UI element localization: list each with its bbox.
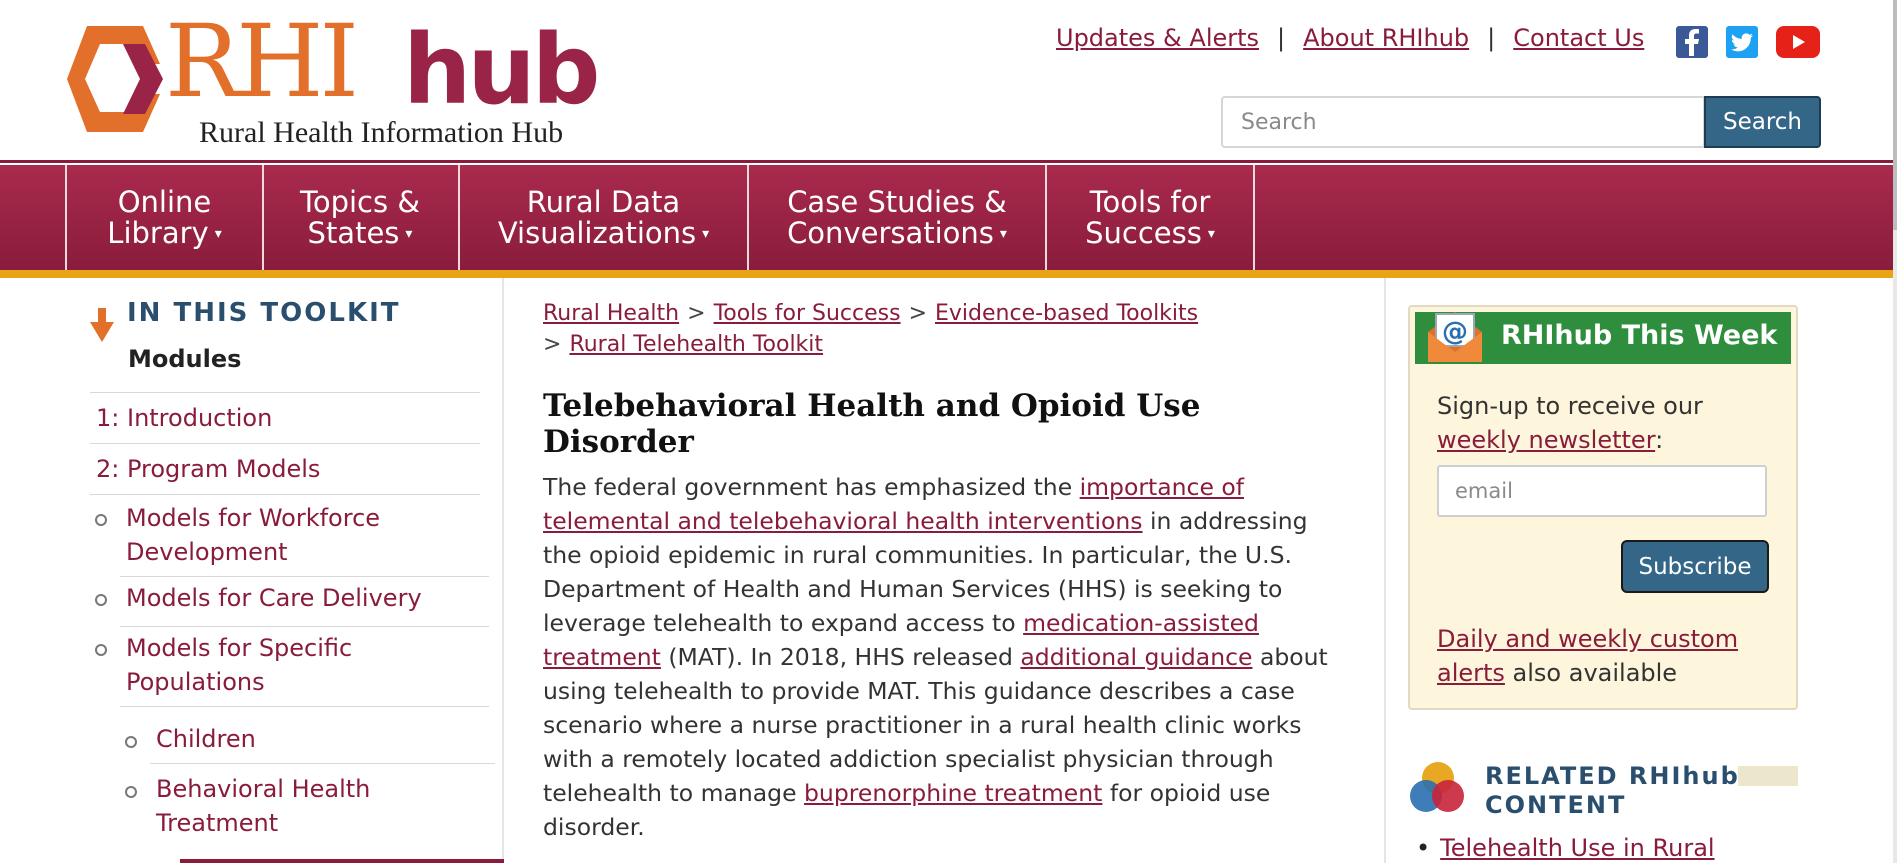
sidebar-divider <box>502 278 504 863</box>
related-content-list <box>1416 834 1715 862</box>
divider <box>90 494 480 495</box>
caret-down-icon: ▾ <box>214 226 222 243</box>
body-text: The federal government has emphasized the <box>543 473 1080 501</box>
logo-rhi-text: RHI <box>165 3 356 120</box>
breadcrumb-separator: > <box>687 301 706 326</box>
title-highlight <box>1738 766 1798 786</box>
email-input[interactable] <box>1437 465 1767 517</box>
bullet-icon <box>125 736 137 748</box>
related-content-title <box>1485 762 1740 820</box>
alerts-text: also available <box>1504 659 1678 687</box>
updates-alerts-link[interactable]: Updates & Alerts <box>1056 24 1260 52</box>
nav-label: Library <box>107 215 209 250</box>
toolkit-sub-children[interactable]: Children <box>156 725 256 753</box>
util-separator: | <box>1487 24 1496 52</box>
breadcrumb-separator: > <box>543 332 562 357</box>
related-link[interactable]: Telehealth Use in Rural <box>1440 834 1715 862</box>
custom-alerts-text <box>1437 622 1777 690</box>
nav-label: Topics & <box>300 185 420 220</box>
body-text: (MAT). In 2018, HHS released <box>660 643 1021 671</box>
nav-label: Visualizations <box>497 215 697 250</box>
arrow-down-icon <box>90 308 114 342</box>
page-scrollbar[interactable] <box>1893 0 1897 863</box>
search-input[interactable] <box>1221 96 1705 148</box>
body-text: in addressing the opioid epidemic in rural communities. In particular, the U.S. Department of Health and Human Services (HHS) is seeking to leverage telehealth to expand access to <box>543 507 1308 637</box>
nav-rural-data[interactable] <box>460 165 749 270</box>
breadcrumb-rural-health[interactable]: Rural Health <box>543 301 680 326</box>
nav-label: States <box>307 215 400 250</box>
youtube-icon[interactable] <box>1776 26 1820 58</box>
body-text: about using telehealth to provide MAT. This guidance describes a case scenario where a nurse practitioner in a rural health clinic works with a remotely located addiction specialist physician through telehealth to manage <box>543 643 1328 807</box>
toolkit-sub-label: Populations <box>126 668 265 696</box>
scrollbar-thumb[interactable] <box>1893 0 1897 230</box>
logo-subtitle: Rural Health Information Hub <box>199 116 564 149</box>
active-item-bar <box>180 859 504 863</box>
nav-online-library[interactable] <box>65 165 264 270</box>
caret-down-icon: ▾ <box>405 226 413 243</box>
nav-tools-success[interactable] <box>1047 165 1255 270</box>
content-divider <box>1384 278 1386 863</box>
weekly-newsletter-link[interactable]: weekly newsletter <box>1437 426 1656 454</box>
bullet-icon <box>95 594 107 606</box>
nav-label: Success <box>1085 215 1202 250</box>
divider <box>120 576 489 577</box>
utility-links <box>1056 24 1644 52</box>
nav-case-studies[interactable] <box>749 165 1047 270</box>
toolkit-sidebar <box>0 278 504 863</box>
toolkit-sub-label: Development <box>126 538 288 566</box>
logo-hexagon-icon <box>65 24 165 149</box>
toolkit-module-program-models[interactable]: 2: Program Models <box>96 455 321 483</box>
envelope-icon <box>1420 302 1490 372</box>
caret-down-icon: ▾ <box>702 226 710 243</box>
svg-text:@: @ <box>1442 317 1468 347</box>
article-body <box>543 470 1343 844</box>
toolkit-sub-label: Behavioral Health <box>156 775 371 803</box>
list-item <box>1416 834 1715 862</box>
bullet-icon <box>125 786 137 798</box>
toolkit-sub-care-delivery[interactable]: Models for Care Delivery <box>126 584 422 612</box>
about-link[interactable]: About RHIhub <box>1303 24 1470 52</box>
divider <box>90 392 480 393</box>
nav-topics-states[interactable] <box>262 165 460 270</box>
importance-link[interactable]: importance of telemental and telebehavioral health interventions <box>543 473 1245 535</box>
mat-link[interactable]: medication-assisted treatment <box>543 609 1259 671</box>
divider <box>90 443 480 444</box>
rhihub-logo[interactable] <box>65 3 597 149</box>
newsletter-box <box>1408 305 1798 710</box>
divider <box>120 706 489 707</box>
page-title: Telebehavioral Health and Opioid Use Disorder <box>543 388 1201 460</box>
breadcrumb-telehealth-toolkit[interactable]: Rural Telehealth Toolkit <box>569 332 824 357</box>
twitter-icon[interactable] <box>1726 26 1758 58</box>
logo-hub-text: hub <box>403 14 597 126</box>
newsletter-text-part: Sign-up to receive our <box>1437 392 1703 420</box>
additional-guidance-link[interactable]: additional guidance <box>1020 643 1253 671</box>
breadcrumb <box>543 298 1203 360</box>
nav-label: Tools for <box>1089 185 1211 220</box>
divider <box>150 763 495 764</box>
facebook-icon[interactable] <box>1676 26 1708 58</box>
toolkit-sub-behavioral-health[interactable] <box>156 772 370 840</box>
divider <box>120 626 489 627</box>
related-title-line: CONTENT <box>1485 791 1627 819</box>
bullet-icon <box>95 644 107 656</box>
newsletter-text-part: : <box>1655 426 1664 454</box>
related-content-icon <box>1406 758 1470 822</box>
nav-label: Case Studies & <box>787 185 1007 220</box>
newsletter-title: RHIhub This Week <box>1501 320 1778 351</box>
contact-link[interactable]: Contact Us <box>1513 24 1645 52</box>
breadcrumb-toolkits[interactable]: Evidence-based Toolkits <box>935 301 1199 326</box>
caret-down-icon: ▾ <box>999 226 1007 243</box>
util-separator: | <box>1277 24 1286 52</box>
toolkit-sub-specific-populations[interactable] <box>126 631 352 699</box>
nav-label: Online <box>117 185 212 220</box>
subscribe-button[interactable]: Subscribe <box>1621 540 1769 593</box>
nav-label: Rural Data <box>526 185 681 220</box>
related-title-line: RELATED RHIhub <box>1485 762 1740 790</box>
nav-bottom-border <box>0 270 1893 278</box>
custom-alerts-link[interactable]: Daily and weekly custom alerts <box>1437 625 1739 687</box>
breadcrumb-separator: > <box>908 301 927 326</box>
buprenorphine-link[interactable]: buprenorphine treatment <box>804 779 1103 807</box>
modules-label: Modules <box>128 345 242 373</box>
breadcrumb-tools-success[interactable]: Tools for Success <box>713 301 901 326</box>
site-header <box>0 0 1893 160</box>
nav-label: Conversations <box>787 215 994 250</box>
newsletter-text <box>1437 389 1777 457</box>
nav-top-border <box>0 160 1893 163</box>
toolkit-title: IN THIS TOOLKIT <box>127 298 401 328</box>
toolkit-module-intro[interactable]: 1: Introduction <box>96 404 273 432</box>
search-button[interactable]: Search <box>1704 96 1821 148</box>
toolkit-sub-label: Models for Workforce <box>126 504 381 532</box>
toolkit-sub-workforce[interactable] <box>126 501 380 569</box>
toolkit-sub-label: Models for Specific <box>126 634 353 662</box>
body-text: for opioid use disorder. <box>543 779 1271 841</box>
bullet-icon <box>95 514 107 526</box>
toolkit-sub-label: Treatment <box>156 809 279 837</box>
caret-down-icon: ▾ <box>1207 226 1215 243</box>
main-nav <box>0 165 1893 270</box>
